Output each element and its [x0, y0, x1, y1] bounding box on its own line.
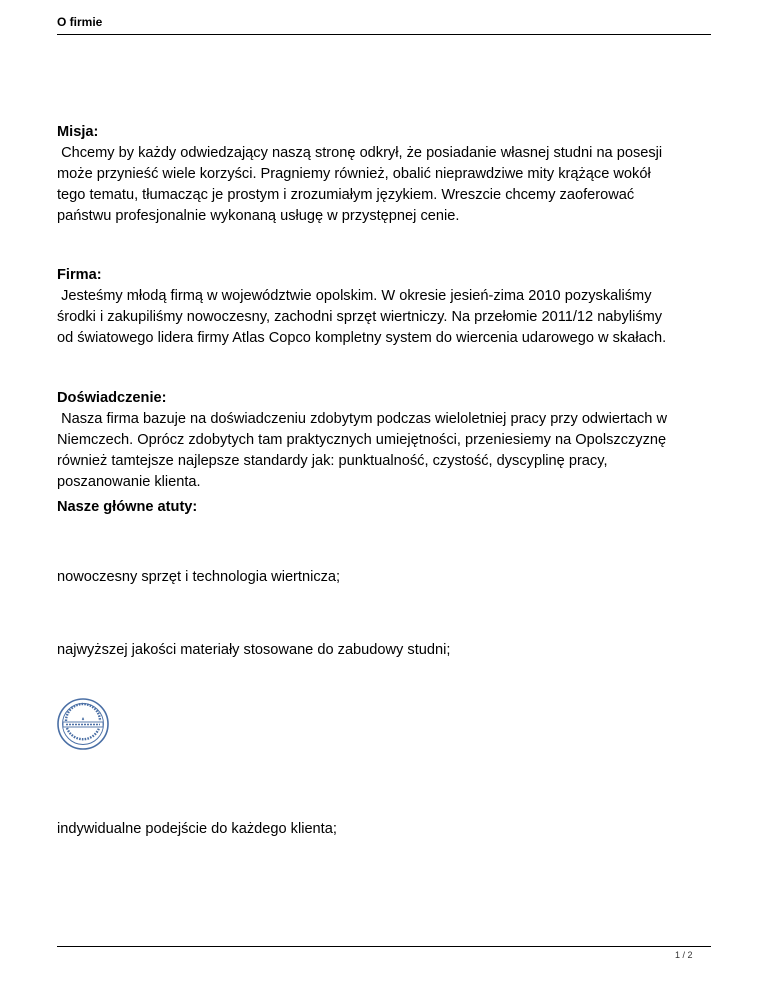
- atuty-heading: Nasze główne atuty:: [57, 499, 198, 515]
- section-body-firma: Jesteśmy młodą firmą w województwie opolskim. W okresie jesień-zima 2010 pozyskaliśmy środki i zakupiliśmy nowoczesny, zachodni sprzęt wiertniczy. Na przełomie 2011/12 nabyliśmy od światowego lidera firmy Atlas Copco kompletny system do wiercenia udarowego w skałach.: [57, 288, 667, 346]
- section-misja: [57, 122, 711, 227]
- section-body-misja: Chcemy by każdy odwiedzający naszą stronę odkrył, że posiadanie własnej studni na posesji może przynieść wiele korzyści. Pragniemy również, obalić nieprawdziwe mity krążące wokół tego tematu, tłumacząc je prostym i zrozumiałym językiem. Wreszcie chcemy zaoferować państwu profesjonalnie wykonaną usługę w przystępnej cenie.: [57, 145, 663, 224]
- section-heading-misja: Misja:: [57, 124, 99, 140]
- footer-divider: [57, 946, 711, 947]
- page-number: 1 / 2: [675, 950, 693, 960]
- section-firma: [57, 265, 711, 349]
- section-heading-doswiadczenie: Doświadczenie:: [57, 390, 167, 406]
- section-body-doswiadczenie: Nasza firma bazuje na doświadczeniu zdobytym podczas wieloletniej pracy przy odwiertach w Niemczech. Oprócz zdobytych tam praktycznych umiejętności, przeniesiemy na Opolszczyznę również tamtejsze najlepsze standardy jak: punktualność, czystość, dyscyplinę pracy, poszanowanie klienta.: [57, 411, 667, 490]
- list-item: najwyższej jakości materiały stosowane do zabudowy studni;: [57, 642, 451, 658]
- header-divider: [57, 34, 711, 35]
- section-doswiadczenie: [57, 388, 711, 493]
- list-item: nowoczesny sprzęt i technologia wiertnicza;: [57, 569, 341, 585]
- section-heading-firma: Firma:: [57, 267, 102, 283]
- list-item: indywidualne podejście do każdego klienta;: [57, 821, 337, 837]
- page-header-title: O firmie: [57, 15, 103, 29]
- certificate-seal-icon: [56, 697, 110, 751]
